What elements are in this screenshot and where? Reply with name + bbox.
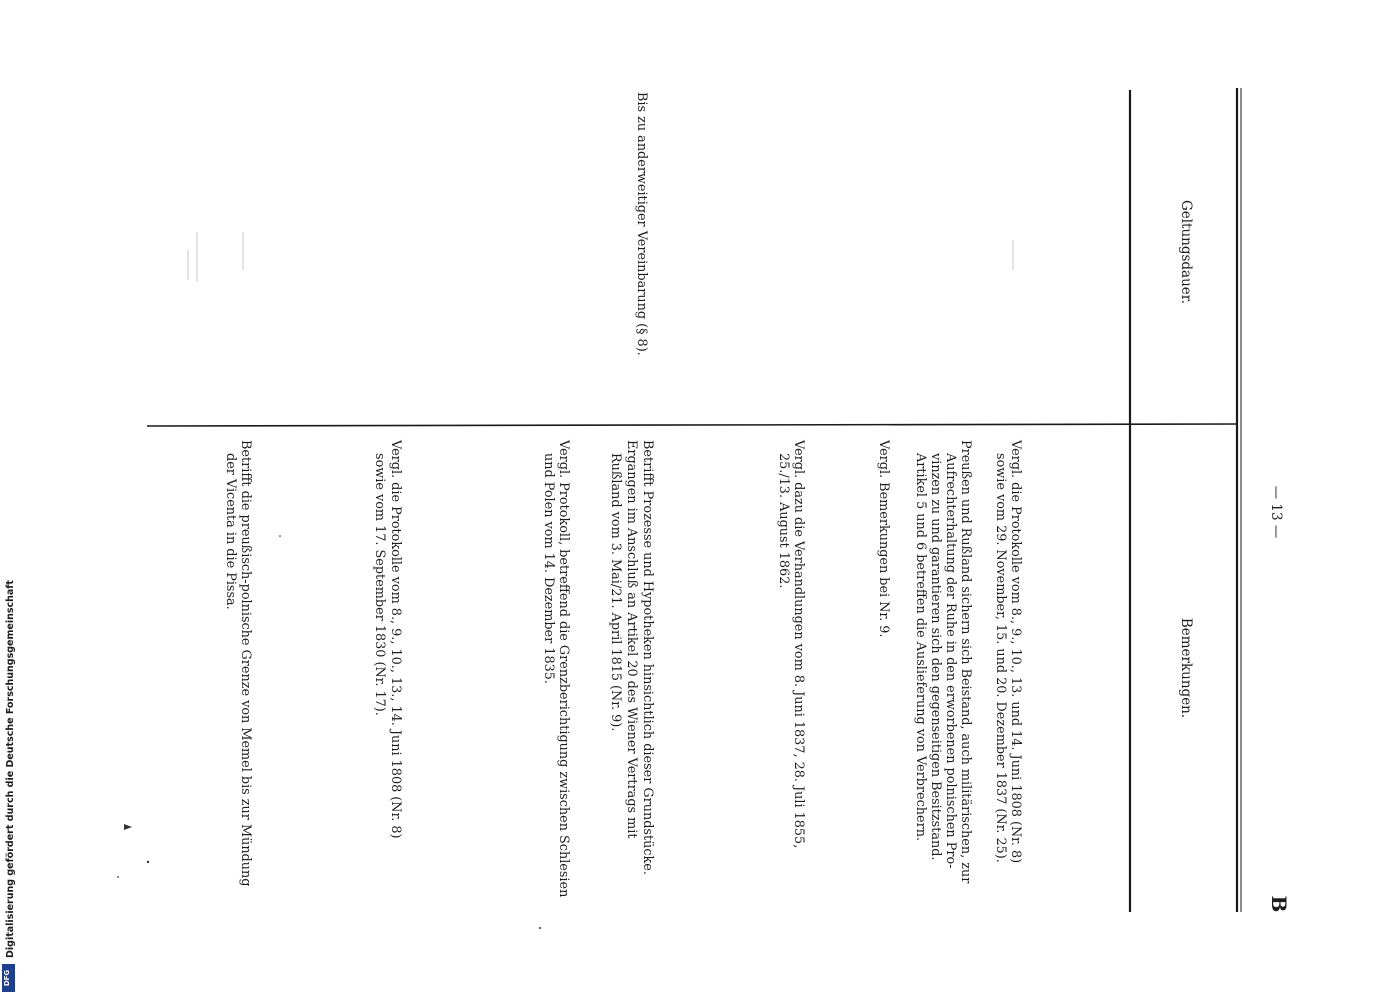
remark-line: Aufrechterhaltung der Ruhe in den erworbenen polnischen Pro-: [943, 453, 958, 869]
remark-line: Betrifft Prozesse und Hypotheken hinsichtlich dieser Grundstücke.: [640, 440, 655, 875]
remark-line: Vergl. Protokoll, betreffend die Grenzberichtigung zwischen Schlesien: [556, 440, 571, 898]
dfg-logo-text: DFG: [3, 969, 11, 987]
remark-entry: [776, 439, 806, 848]
remark-line: der Vicenta in die Pissa.: [223, 453, 238, 610]
remark-line: Rußland vom 3. Mai/21. April 1815 (Nr. 9).: [608, 453, 623, 732]
remark-line: Ergangen im Anschluß an Artikel 20 des Wiener Vertrags mit: [624, 440, 639, 839]
remark-entry: [876, 439, 891, 637]
remark-entry: [372, 439, 403, 838]
remark-line: vinzen zu und garantieren sich den gegenseitigen Besitzstand.: [928, 453, 943, 861]
remark-entry: [993, 439, 1023, 863]
scan-specks: [117, 535, 541, 929]
remark-line: sowie vom 17. September 1830 (Nr. 17).: [372, 453, 387, 716]
validity-entry: Bis zu anderweitiger Vereinbarung (§ 8).: [634, 92, 649, 356]
remark-line: Vergl. die Protokolle vom 8., 9., 10., 13., 14. Juni 1808 (Nr. 8): [388, 440, 403, 839]
remark-entry: [913, 440, 973, 884]
remark-entry: [608, 440, 655, 875]
remark-line: Betrifft die preußisch-polnische Grenze von Memel bis zur Mündung: [238, 440, 253, 887]
remark-line: 25./13. August 1862.: [776, 453, 791, 589]
remark-line: Vergl. die Protokolle vom 8., 9., 10., 13. und 14. Juni 1808 (Nr. 8): [1008, 440, 1023, 864]
remark-line: Vergl. Bemerkungen bei Nr. 9.: [876, 440, 891, 638]
bleed-through: [188, 232, 1013, 282]
remark-line: Vergl. dazu die Verhandlungen vom 8. Juni 1837, 28. Juli 1855,: [791, 440, 806, 849]
page-number: — 13 —: [1268, 485, 1284, 539]
remark-entry: [541, 439, 571, 897]
remark-entry: [223, 440, 253, 886]
credit-text: Digitalisierung gefördert durch die Deutsche Forschungsgemeinschaft: [5, 580, 16, 958]
section-letter: B: [1267, 895, 1291, 913]
remark-line: und Polen vom 14. Dezember 1835.: [541, 453, 556, 684]
remarks-column-header: Bemerkungen.: [1178, 617, 1194, 719]
digitization-credit: [2, 580, 16, 992]
remark-line: Preußen und Rußland sichern sich Beistand, auch militärischen, zur: [958, 440, 973, 884]
table-rules: [147, 88, 1241, 912]
remark-line: sowie vom 29. November, 15. und 20. Dezember 1837 (Nr. 25).: [993, 453, 1008, 863]
remark-line: Artikel 5 und 6 betreffen die Auslieferung von Verbrechern.: [913, 453, 928, 842]
validity-column-header: Geltungsdauer.: [1178, 199, 1194, 305]
remarks-column: [223, 439, 1023, 897]
